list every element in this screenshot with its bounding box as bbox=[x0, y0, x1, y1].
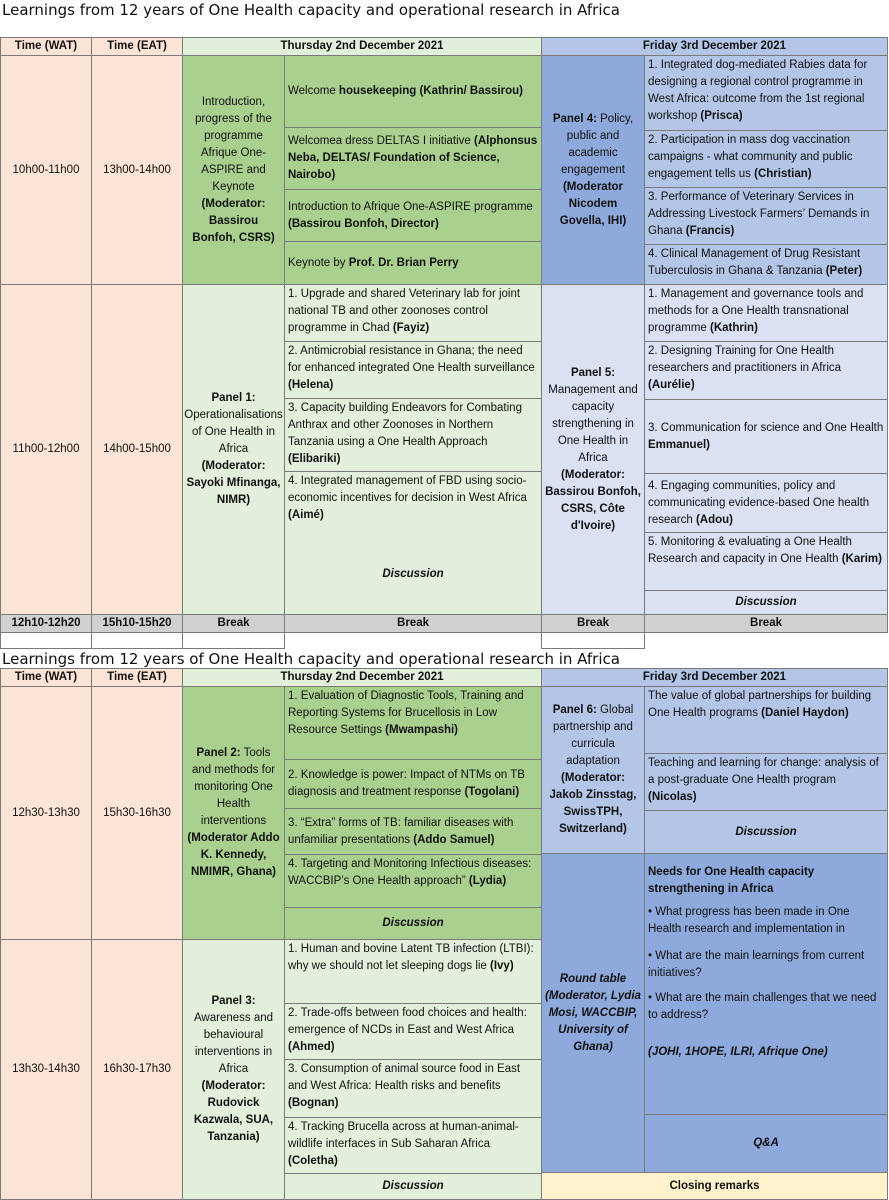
header-time-wat: Time (WAT) bbox=[0, 668, 92, 687]
break-label: Break bbox=[644, 614, 888, 633]
roundtable-bullet: • What are the main learnings from current initiatives? bbox=[648, 950, 865, 979]
session-cell: Panel 2: Tools and methods for monitoring One Health interventions (Moderator Addo K. Kennedy, NMIMR, Ghana) bbox=[182, 686, 285, 940]
time-wat-cell: 13h30-14h30 bbox=[0, 939, 92, 1200]
empty-cell bbox=[91, 632, 183, 649]
header-time-eat: Time (EAT) bbox=[91, 37, 183, 56]
page-title: Learnings from 12 years of One Health capacity and operational research in Africa bbox=[2, 650, 620, 668]
roundtable-content bbox=[644, 853, 888, 1115]
talk-item: 4. Engaging communities, policy and communicating evidence-based One health research (Adou) bbox=[644, 473, 888, 533]
session-moderator: (Moderator Addo K. Kennedy, NMIMR, Ghana) bbox=[187, 832, 280, 878]
panel-moderator: (Moderator: Jakob Zinsstag, SwissTPH, Switzerland) bbox=[549, 772, 637, 835]
session-label: Panel 1: bbox=[211, 392, 256, 404]
talk-item: Welcome housekeeping (Kathrin/ Bassirou) bbox=[284, 55, 542, 128]
talk-item: 1. Integrated dog-mediated Rabies data for designing a regional control programme in West Africa: outcome from the 1st regional workshop (Prisca) bbox=[644, 55, 888, 131]
roundtable-label: Round table (Moderator, Lydia Mosi, WACCBIP, University of Ghana) bbox=[545, 972, 641, 1053]
talk-item: 4. Tracking Brucella across at human-animal-wildlife interfaces in Sub Saharan Africa (Coletha) bbox=[284, 1117, 542, 1174]
talk-item: 2. Trade-offs between food choices and health: emergence of NCDs in East and West Africa (Ahmed) bbox=[284, 1003, 542, 1060]
header-friday: Friday 3rd December 2021 bbox=[541, 37, 888, 56]
talk-item: 4. Integrated management of FBD using socio-economic incentives for decision in West Africa (Aimé) Discussion bbox=[284, 471, 542, 615]
talk-item: Welcomea dress DELTAS I initiative (Alphonsus Neba, DELTAS/ Foundation of Science, Nairobo) bbox=[284, 127, 542, 190]
session-cell: Panel 3: Awareness and behavioural interventions in Africa (Moderator: Rudovick Kazwala, SUA, Tanzania) bbox=[182, 939, 285, 1200]
header-time-eat: Time (EAT) bbox=[91, 668, 183, 687]
panel-cell: Panel 5: Management and capacity strengthening in One Health in Africa (Moderator: Bassirou Bonfoh, CSRS, Côte d'Ivoire) bbox=[541, 284, 645, 615]
talk-item: 3. Communication for science and One Health Emmanuel) bbox=[644, 399, 888, 474]
break-label: Break bbox=[284, 614, 542, 633]
break-label: Break bbox=[182, 614, 285, 633]
discussion-label: Discussion bbox=[644, 590, 888, 615]
page-title: Learnings from 12 years of One Health capacity and operational research in Africa bbox=[2, 1, 620, 19]
discussion-label: Discussion bbox=[382, 568, 444, 580]
talk-item: 3. “Extra” forms of TB: familiar diseases with unfamiliar presentations (Addo Samuel) bbox=[284, 808, 542, 855]
talk-item: 1. Upgrade and shared Veterinary lab for joint national TB and other zoonoses control programme in Chad (Fayiz) bbox=[284, 284, 542, 342]
break-time-eat: 15h10-15h20 bbox=[91, 614, 183, 633]
session-cell bbox=[182, 55, 285, 285]
discussion-label: Discussion bbox=[644, 810, 888, 854]
roundtable-heading: Needs for One Health capacity strengthening in Africa bbox=[648, 866, 815, 895]
talk-item: The value of global partnerships for building One Health programs (Daniel Haydon) bbox=[644, 686, 888, 754]
talk-item: Introduction to Afrique One-ASPIRE programme (Bassirou Bonfoh, Director) bbox=[284, 189, 542, 242]
discussion-label: Discussion bbox=[284, 907, 542, 940]
session-moderator: (Moderator: Bassirou Bonfoh, CSRS) bbox=[192, 197, 275, 244]
break-label: Break bbox=[541, 614, 645, 633]
empty-cell bbox=[0, 632, 92, 649]
time-eat-cell: 13h00-14h00 bbox=[91, 55, 183, 285]
talk-item: 1. Evaluation of Diagnostic Tools, Training and Reporting Systems for Brucellosis in Low Resource Settings (Mwampashi) bbox=[284, 686, 542, 760]
header-time-wat: Time (WAT) bbox=[0, 37, 92, 56]
talk-item: 2. Knowledge is power: Impact of NTMs on TB diagnosis and treatment response (Togolani) bbox=[284, 759, 542, 809]
time-wat-cell: 11h00-12h00 bbox=[0, 284, 92, 615]
panel-moderator: (Moderator Nicodem Govella, IHI) bbox=[559, 180, 627, 227]
panel-label: Panel 5: bbox=[570, 366, 616, 379]
panel-cell: Panel 6: Global partnership and curricula adaptation (Moderator: Jakob Zinsstag, SwissTPH, Switzerland) bbox=[541, 686, 645, 854]
talk-item: 3. Consumption of animal source food in East and West Africa: Health risks and benefits (Bognan) bbox=[284, 1059, 542, 1118]
roundtable-orgs: (JOHI, 1HOPE, ILRI, Afrique One) bbox=[648, 1046, 828, 1058]
talk-item: Teaching and learning for change: analysis of a post-graduate One Health program (Nicolas) bbox=[644, 753, 888, 811]
talk-item: 3. Capacity building Endeavors for Combating Anthrax and other Zoonoses in Northern Tanzania using a One Health Approach (Elibariki) bbox=[284, 398, 542, 472]
empty-cell bbox=[541, 632, 645, 649]
talk-item: 1. Management and governance tools and methods for a One Health transnational programme (Kathrin) bbox=[644, 284, 888, 342]
session-cell: Panel 1: Operationalisations of One Health in Africa (Moderator: Sayoki Mfinanga, NIMR) bbox=[182, 284, 285, 615]
empty-cell bbox=[182, 632, 285, 649]
session-title: Introduction, progress of the programme Afrique One-ASPIRE and Keynote bbox=[195, 95, 272, 193]
time-wat-cell: 10h00-11h00 bbox=[0, 55, 92, 285]
time-eat-cell: 16h30-17h30 bbox=[91, 939, 183, 1200]
closing-remarks: Closing remarks bbox=[541, 1172, 888, 1200]
header-friday: Friday 3rd December 2021 bbox=[541, 668, 888, 687]
session-label: Panel 3: bbox=[211, 995, 256, 1007]
time-wat-cell: 12h30-13h30 bbox=[0, 686, 92, 940]
panel-label: Panel 6: bbox=[552, 704, 597, 716]
session-moderator: (Moderator: Sayoki Mfinanga, NIMR) bbox=[186, 460, 281, 506]
talk-item: 5. Monitoring & evaluating a One Health Research and capacity in One Health (Karim) bbox=[644, 532, 888, 591]
time-eat-cell: 15h30-16h30 bbox=[91, 686, 183, 940]
session-moderator: (Moderator: Rudovick Kazwala, SUA, Tanzania) bbox=[193, 1080, 274, 1143]
session-label: Panel 2: bbox=[196, 747, 241, 759]
roundtable-bullet: • What are the main challenges that we need to address? bbox=[648, 992, 877, 1021]
header-thursday: Thursday 2nd December 2021 bbox=[182, 37, 542, 56]
talk-item: Keynote by Prof. Dr. Brian Perry bbox=[284, 241, 542, 285]
header-thursday: Thursday 2nd December 2021 bbox=[182, 668, 542, 687]
panel-cell: Panel 4: Policy, public and academic engagement (Moderator Nicodem Govella, IHI) bbox=[541, 55, 645, 285]
talk-item: 3. Performance of Veterinary Services in Addressing Livestock Farmers’ Demands in Ghana (Francis) bbox=[644, 187, 888, 245]
talk-item: 4. Clinical Management of Drug Resistant Tuberculosis in Ghana & Tanzania (Peter) bbox=[644, 244, 888, 285]
panel-moderator: (Moderator: Bassirou Bonfoh, CSRS, Côte d'Ivoire) bbox=[545, 468, 641, 532]
talk-item: 2. Participation in mass dog vaccination campaigns - what community and public engagement tells us (Christian) bbox=[644, 130, 888, 188]
talk-item: 4. Targeting and Monitoring Infectious diseases: WACCBIP’s One Health approach” (Lydia) bbox=[284, 854, 542, 908]
panel-label: Panel 4: bbox=[552, 112, 597, 125]
talk-item: 2. Designing Training for One Health researchers and practitioners in Africa (Aurélie) bbox=[644, 341, 888, 400]
time-eat-cell: 14h00-15h00 bbox=[91, 284, 183, 615]
talk-item: 2. Antimicrobial resistance in Ghana; the need for enhanced integrated One Health surveillance (Helena) bbox=[284, 341, 542, 399]
discussion-label: Discussion bbox=[284, 1173, 542, 1200]
qa-label: Q&A bbox=[644, 1114, 888, 1173]
talk-item: 1. Human and bovine Latent TB infection (LTBI): why we should not let sleeping dogs lie (Ivy) bbox=[284, 939, 542, 1004]
roundtable-label-cell bbox=[541, 853, 645, 1173]
roundtable-bullet: • What progress has been made in One Health research and implementation in bbox=[648, 906, 850, 935]
break-time-wat: 12h10-12h20 bbox=[0, 614, 92, 633]
